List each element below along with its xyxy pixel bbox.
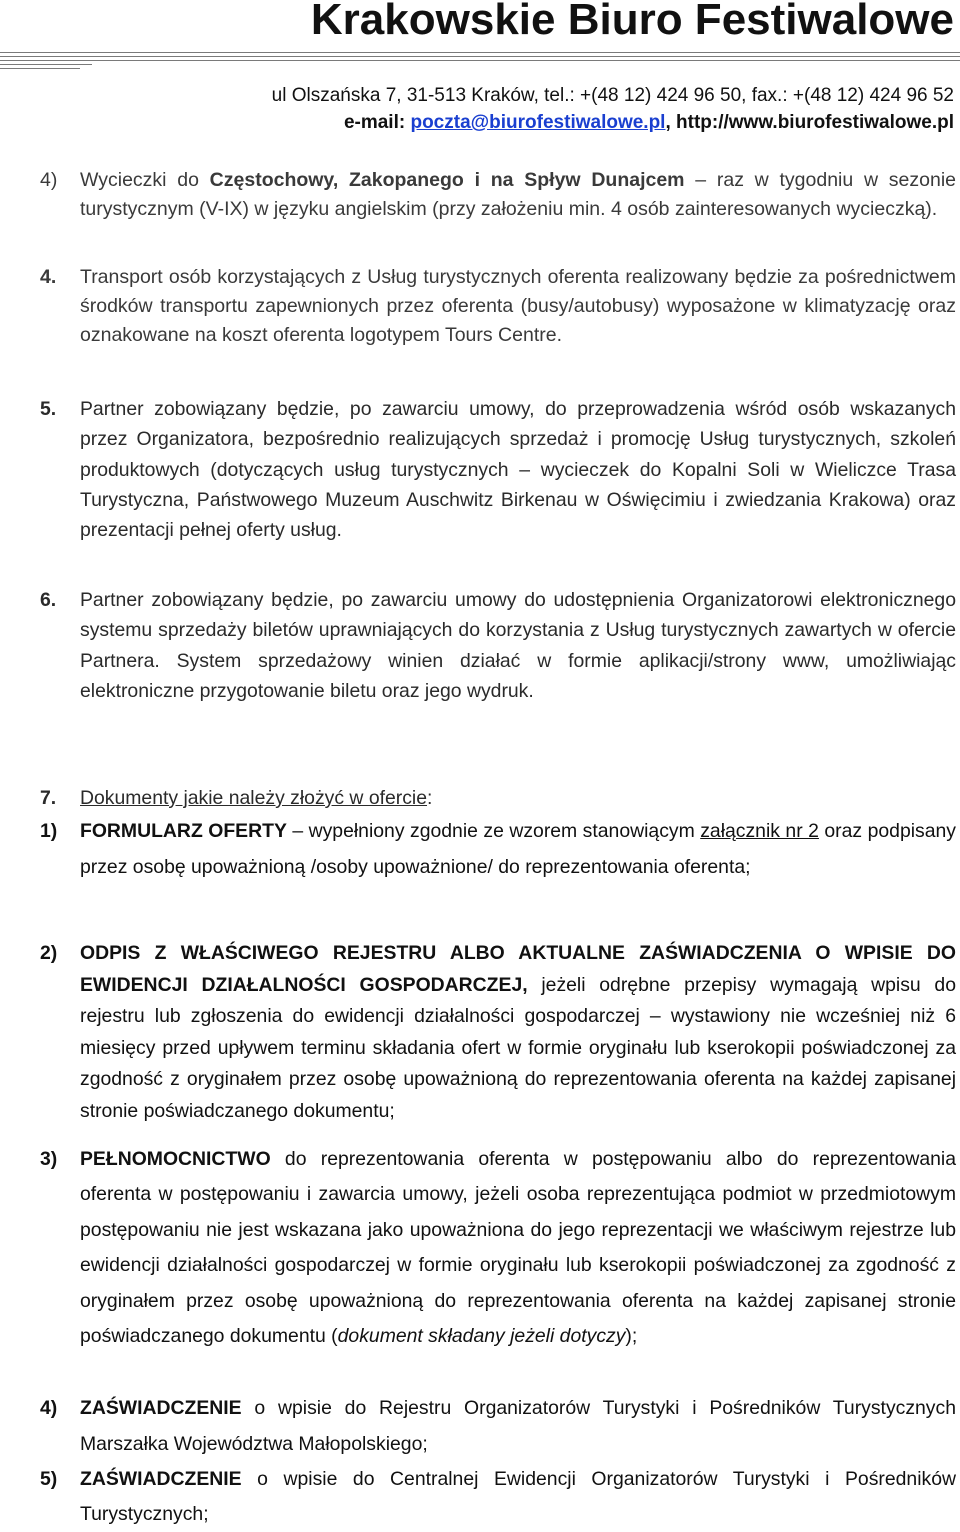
item-number: 5) <box>40 1468 58 1490</box>
document-item-power-of-attorney <box>40 1142 956 1354</box>
website-text: , http://www.biurofestiwalowe.pl <box>665 112 954 133</box>
document-text-continued: oraz podpisany przez osobę upoważnioną /osoby upoważnione/ do reprezentowania oferenta; <box>80 820 956 878</box>
header-contact <box>0 111 954 135</box>
documents-heading-text: Dokumenty jakie należy złożyć w ofercie <box>80 787 428 809</box>
item-number: 1) <box>40 820 58 842</box>
document-item-registry-extract <box>40 938 956 1127</box>
paragraph-number: 5. <box>40 398 57 420</box>
document-text: o wpisie do Centralnej Ewidencji Organizatorów Turystyki i Pośredników Turystycznych; <box>80 1468 956 1525</box>
document-text-end: ); <box>625 1325 638 1348</box>
document-title: ZAŚWIADCZENIE <box>80 1468 242 1490</box>
attachment-reference: załącznik nr 2 <box>700 820 819 842</box>
trips-destinations: Częstochowy, Zakopanego i na Spływ Dunajcem <box>209 169 685 191</box>
paragraph-number: 6. <box>40 589 57 611</box>
training-text: Partner zobowiązany będzie, po zawarciu umowy, do przeprowadzenia wśród osób wskazanych przez Organizatora, bezpośrednio realizujących sprzedaż i promocję Usług turystycznych, szkoleń produktowych (dotyczących usług turystycznych – wycieczek do Kopalni Soli w Wieliczce Trasa Turystyczna, Państwowego Muzeum Auschwitz Birkenau w Oświęcimiu i zwiedzania Krakowa) oraz prezentacji pełnej oferty usług. <box>80 398 956 542</box>
document-text: jeżeli odrębne przepisy wymagają wpisu do rejestru lub zgłoszenia do ewidencji działalności gospodarczej – wystawiony nie wcześniej niż 6 miesięcy przed upływem terminu składania ofert w formie oryginału lub kserokopii poświadczonej za zgodność z oryginałem przez osobę upoważnioną do reprezentowania oferenta na każdej zapisanej stronie poświadczanego dokumentu; <box>80 973 956 1122</box>
document-text: do reprezentowania oferenta w postępowaniu albo do reprezentowania oferenta w postępowaniu i zawarcia umowy, jeżeli osoba reprezentująca podmiot w przedmiotowym postępowaniu nie jest wskazana jako upoważniona do jego reprezentacji we właściwym rejestrze lub ewidencji działalności gospodarczej w formie oryginału lub kserokopii poświadczonej za zgodność z oryginałem przez osobę upoważnioną do reprezentowania oferenta na każdej zapisanej stronie poświadczanego dokumentu ( <box>80 1148 956 1348</box>
paragraph-number: 4. <box>40 266 57 288</box>
document-text: o wpisie do Rejestru Organizatorów Turystyki i Pośredników Turystycznych Marszałka Województwa Małopolskiego; <box>80 1397 956 1455</box>
item-number: 2) <box>40 942 58 964</box>
training-paragraph <box>40 394 956 545</box>
document-item-offer-form <box>40 814 956 885</box>
item-number: 3) <box>40 1148 58 1170</box>
paragraph-number: 7. <box>40 787 57 809</box>
trips-text-pre: Wycieczki do <box>80 169 210 191</box>
document-text: – wypełniony zgodnie ze wzorem stanowiącym <box>286 820 701 842</box>
email-label: e-mail: <box>343 112 411 133</box>
document-title: FORMULARZ OFERTY <box>80 820 287 842</box>
transport-paragraph <box>40 263 956 350</box>
header-address: ul Olszańska 7, 31-513 Kraków, tel.: +(48 12) 424 96 50, fax.: +(48 12) 424 96 52 <box>271 85 954 106</box>
header-rules <box>0 52 960 70</box>
ticket-system-text: Partner zobowiązany będzie, po zawarciu umowy do udostępnienia Organizatorowi elektronicznego systemu sprzedaży biletów uprawniających do korzystania z Usług turystycznych zawartych w ofercie Partnera. System sprzedażowy winien działać w formie aplikacji/strony www, umożliwiając elektroniczne przygotowanie biletu oraz jego wydruk. <box>80 589 956 702</box>
document-note: dokument składany jeżeli dotyczy <box>337 1325 626 1348</box>
document-item-tour-operator-register <box>40 1390 956 1462</box>
transport-text: Transport osób korzystających z Usług turystycznych oferenta realizowany będzie za pośrednictwem środków transportu zapewnionych przez oferenta (busy/autobusy) wyposażone w klimatyzację oraz oznakowane na koszt oferenta logotypem Tours Centre. <box>80 266 956 346</box>
item-number: 4) <box>40 1397 58 1419</box>
document-title: PEŁNOMOCNICTWO <box>80 1148 271 1170</box>
organization-title: Krakowskie Biuro Festiwalowe <box>310 0 954 44</box>
documents-heading-colon: : <box>427 787 433 809</box>
trips-item <box>40 166 957 224</box>
ticket-system-paragraph <box>40 585 956 706</box>
document-title: ODPIS Z WŁAŚCIWEGO REJESTRU ALBO AKTUALNE ZAŚWIADCZENIA O WPISIE DO EWIDENCJI DZIAŁALNOŚCI GOSPODARCZEJ, <box>80 942 956 996</box>
document-title: ZAŚWIADCZENIE <box>80 1397 242 1419</box>
document-item-central-register <box>40 1462 956 1532</box>
documents-heading <box>40 783 956 813</box>
item-number: 4) <box>40 169 58 191</box>
trips-text-post: – raz w tygodniu w sezonie turystycznym (V-IX) w języku angielskim (przy założeniu min. 4 osób zainteresowanych wycieczką). <box>80 169 957 220</box>
email-link[interactable]: poczta@biurofestiwalowe.pl <box>410 112 666 133</box>
